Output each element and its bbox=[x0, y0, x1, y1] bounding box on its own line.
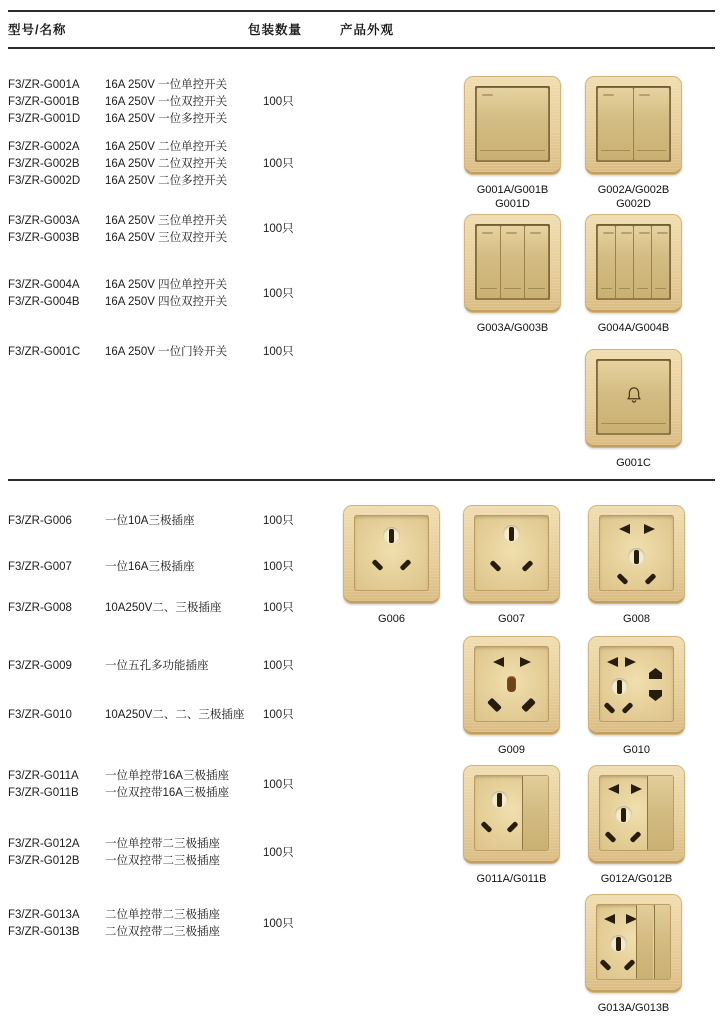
table-row bbox=[8, 836, 220, 853]
header-rule bbox=[8, 47, 715, 49]
table-row bbox=[8, 707, 244, 724]
model-desc: 16A 250V 四位双控开关 bbox=[105, 296, 228, 308]
product-caption: G003A/G003B bbox=[476, 322, 549, 334]
socket-3pin-with-switch-image bbox=[463, 765, 560, 864]
packing-qty: 100只 bbox=[263, 602, 294, 614]
product-caption: G010 bbox=[623, 744, 650, 756]
product-card-g003 bbox=[464, 214, 561, 335]
model-group-g002 bbox=[8, 139, 227, 190]
model-code: F3/ZR-G003B bbox=[8, 232, 80, 244]
column-header-qty: 包装数量 bbox=[248, 23, 303, 37]
table-row bbox=[8, 139, 227, 156]
product-card-g001 bbox=[464, 76, 561, 211]
model-group-g003 bbox=[8, 213, 227, 247]
table-row bbox=[8, 907, 220, 924]
model-group-g012 bbox=[8, 836, 220, 870]
packing-qty: 100只 bbox=[263, 288, 294, 300]
model-desc: 16A 250V 三位双控开关 bbox=[105, 232, 228, 244]
packing-qty: 100只 bbox=[263, 779, 294, 791]
model-desc: 16A 250V 三位单控开关 bbox=[105, 215, 228, 227]
model-code: F3/ZR-G010 bbox=[8, 709, 72, 721]
socket-5hole-with-2switch-image bbox=[585, 894, 682, 993]
section-divider-rule bbox=[8, 479, 715, 481]
product-card-g011 bbox=[463, 765, 560, 886]
table-row bbox=[8, 294, 227, 311]
model-desc: 一位10A三极插座 bbox=[105, 515, 195, 527]
model-code: F3/ZR-G008 bbox=[8, 602, 72, 614]
switch-plate-2gang-image bbox=[585, 76, 682, 175]
model-desc: 一位16A三极插座 bbox=[105, 561, 195, 573]
table-row bbox=[8, 785, 229, 802]
model-desc: 10A250V二、二、三极插座 bbox=[105, 709, 245, 721]
model-code: F3/ZR-G007 bbox=[8, 561, 72, 573]
model-code: F3/ZR-G012A bbox=[8, 838, 80, 850]
model-code: F3/ZR-G011A bbox=[8, 770, 79, 782]
product-card-g004 bbox=[585, 214, 682, 335]
socket-5hole-with-switch-image bbox=[588, 765, 685, 864]
model-desc: 16A 250V 一位多控开关 bbox=[105, 113, 228, 125]
packing-qty: 100只 bbox=[263, 918, 294, 930]
switch-plate-1gang-image bbox=[464, 76, 561, 175]
model-code: F3/ZR-G013A bbox=[8, 909, 80, 921]
table-row bbox=[8, 768, 229, 785]
product-caption: G008 bbox=[623, 613, 650, 625]
model-group-g004 bbox=[8, 277, 227, 311]
product-caption: G007 bbox=[498, 613, 525, 625]
model-group-g001 bbox=[8, 77, 227, 128]
model-group-g011 bbox=[8, 768, 229, 802]
model-code: F3/ZR-G001B bbox=[8, 96, 80, 108]
socket-3pin-image bbox=[343, 505, 440, 604]
model-desc: 一位双控带二三极插座 bbox=[105, 855, 220, 867]
socket-multifunction-image bbox=[463, 636, 560, 735]
table-row bbox=[8, 924, 220, 941]
model-code: F3/ZR-G003A bbox=[8, 215, 80, 227]
model-desc: 16A 250V 四位单控开关 bbox=[105, 279, 228, 291]
product-card-g001c bbox=[585, 349, 682, 470]
model-code: F3/ZR-G009 bbox=[8, 660, 72, 672]
socket-3pin-16a-image bbox=[463, 505, 560, 604]
product-caption: G001D bbox=[495, 198, 530, 210]
packing-qty: 100只 bbox=[263, 660, 294, 672]
model-code: F3/ZR-G013B bbox=[8, 926, 80, 938]
table-row bbox=[8, 344, 227, 361]
product-card-g013 bbox=[585, 894, 682, 1015]
model-group-g009 bbox=[8, 658, 209, 675]
model-code: F3/ZR-G001C bbox=[8, 346, 81, 358]
model-code: F3/ZR-G004B bbox=[8, 296, 80, 308]
product-caption: G006 bbox=[378, 613, 405, 625]
model-desc: 一位双控带16A三极插座 bbox=[105, 787, 229, 799]
packing-qty: 100只 bbox=[263, 515, 294, 527]
column-header-model: 型号/名称 bbox=[8, 23, 67, 37]
doorbell-switch-plate-image bbox=[585, 349, 682, 448]
table-row bbox=[8, 277, 227, 294]
model-code: F3/ZR-G002B bbox=[8, 158, 80, 170]
product-card-g010 bbox=[588, 636, 685, 757]
model-code: F3/ZR-G001D bbox=[8, 113, 81, 125]
model-group-g013 bbox=[8, 907, 220, 941]
model-code: F3/ZR-G011B bbox=[8, 787, 79, 799]
product-caption: G012A/G012B bbox=[600, 873, 673, 885]
product-card-g008 bbox=[588, 505, 685, 626]
table-row bbox=[8, 853, 220, 870]
product-card-g006 bbox=[343, 505, 440, 626]
table-row bbox=[8, 559, 194, 576]
model-desc: 16A 250V 二位单控开关 bbox=[105, 141, 228, 153]
model-desc: 10A250V二、三极插座 bbox=[105, 602, 222, 614]
product-caption: G002D bbox=[616, 198, 651, 210]
model-code: F3/ZR-G001A bbox=[8, 79, 80, 91]
table-row bbox=[8, 600, 221, 617]
model-group-g007 bbox=[8, 559, 194, 576]
socket-5hole-image bbox=[588, 505, 685, 604]
model-desc: 一位单控带16A三极插座 bbox=[105, 770, 229, 782]
model-group-g010 bbox=[8, 707, 244, 724]
packing-qty: 100只 bbox=[263, 709, 294, 721]
product-caption: G009 bbox=[498, 744, 525, 756]
top-rule bbox=[8, 10, 715, 12]
model-code: F3/ZR-G002D bbox=[8, 175, 81, 187]
packing-qty: 100只 bbox=[263, 847, 294, 859]
column-header-appearance: 产品外观 bbox=[340, 23, 395, 37]
packing-qty: 100只 bbox=[263, 346, 294, 358]
model-code: F3/ZR-G002A bbox=[8, 141, 80, 153]
table-row bbox=[8, 111, 227, 128]
table-row bbox=[8, 77, 227, 94]
model-desc: 一位单控带二三极插座 bbox=[105, 838, 220, 850]
product-caption: G004A/G004B bbox=[597, 322, 670, 334]
product-caption: G001C bbox=[616, 457, 651, 469]
product-caption: G013A/G013B bbox=[597, 1002, 670, 1014]
packing-qty: 100只 bbox=[263, 96, 294, 108]
product-card-g009 bbox=[463, 636, 560, 757]
product-caption: G001A/G001B bbox=[476, 184, 549, 196]
table-row bbox=[8, 173, 227, 190]
product-card-g002 bbox=[585, 76, 682, 211]
table-row bbox=[8, 658, 209, 675]
model-code: F3/ZR-G006 bbox=[8, 515, 72, 527]
switch-plate-4gang-image bbox=[585, 214, 682, 313]
product-card-g007 bbox=[463, 505, 560, 626]
model-code: F3/ZR-G012B bbox=[8, 855, 80, 867]
table-row bbox=[8, 94, 227, 111]
model-desc: 二位单控带二三极插座 bbox=[105, 909, 220, 921]
table-row bbox=[8, 156, 227, 173]
table-row bbox=[8, 230, 227, 247]
model-desc: 16A 250V 一位双控开关 bbox=[105, 96, 228, 108]
model-desc: 二位双控带二三极插座 bbox=[105, 926, 220, 938]
packing-qty: 100只 bbox=[263, 158, 294, 170]
table-row bbox=[8, 513, 194, 530]
model-code: F3/ZR-G004A bbox=[8, 279, 80, 291]
switch-plate-3gang-image bbox=[464, 214, 561, 313]
product-card-g012 bbox=[588, 765, 685, 886]
model-group-g008 bbox=[8, 600, 221, 617]
bell-icon bbox=[624, 385, 644, 410]
packing-qty: 100只 bbox=[263, 561, 294, 573]
model-desc: 16A 250V 二位多控开关 bbox=[105, 175, 228, 187]
model-group-g006 bbox=[8, 513, 194, 530]
model-group-g001c bbox=[8, 344, 227, 361]
model-desc: 一位五孔多功能插座 bbox=[105, 660, 209, 672]
model-desc: 16A 250V 一位单控开关 bbox=[105, 79, 228, 91]
model-desc: 16A 250V 一位门铃开关 bbox=[105, 346, 228, 358]
product-caption: G002A/G002B bbox=[597, 184, 670, 196]
packing-qty: 100只 bbox=[263, 223, 294, 235]
model-desc: 16A 250V 二位双控开关 bbox=[105, 158, 228, 170]
table-row bbox=[8, 213, 227, 230]
product-caption: G011A/G011B bbox=[476, 873, 547, 885]
socket-7hole-image bbox=[588, 636, 685, 735]
